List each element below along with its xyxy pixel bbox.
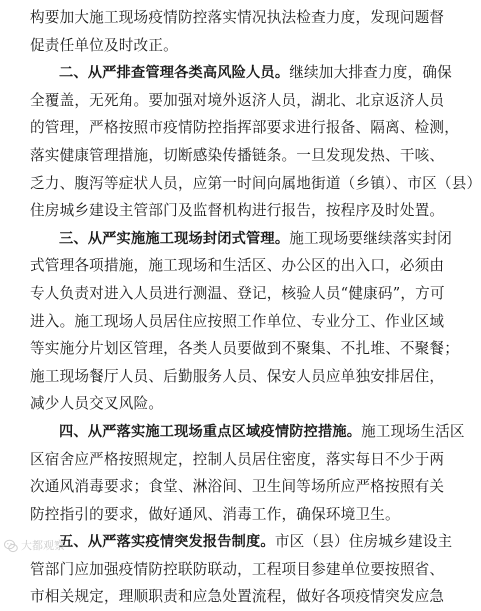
line-text: 的管理，严格按照市疫情防控指挥部要求进行报备、隔离、检测， (30, 119, 460, 137)
line-text: 专人负责对进入人员进行测温、登记，核验人员“健康码”，方可 (30, 284, 445, 302)
line-text: 式管理各项措施，施工现场和生活区、办公区的出入口，必须由 (30, 257, 445, 275)
text-line (30, 501, 440, 529)
text-line (30, 335, 460, 363)
text-line (30, 390, 440, 418)
text-line (30, 473, 445, 501)
line-text: 施工现场生活区 (361, 422, 465, 440)
line-text: 构要加大施工现场疫情防控落实情况执法检查力度，发现问题督 (30, 9, 445, 26)
text-line (30, 114, 460, 142)
line-text: 市相关规定，理顺职责和应急处置流程，做好各项疫情突发应急 (30, 588, 445, 606)
section-heading: 三、从严实施施工现场封闭式管理。 (59, 230, 290, 247)
text-line (30, 528, 453, 556)
text-line (30, 252, 445, 280)
text-line (30, 4, 445, 32)
text-line (30, 59, 452, 87)
text-line (30, 170, 481, 198)
text-line (30, 363, 445, 391)
text-line (30, 225, 452, 253)
text-line (30, 87, 445, 115)
section-heading: 四、从严落实施工现场重点区域疫情防控措施。 (59, 423, 362, 440)
line-text: 等实施分片划区管理，各类人员要做到不聚集、不扎堆、不聚餐； (30, 340, 460, 358)
line-text: 管部门应加强疫情防控联防联动，工程项目参建单位要按照省、 (30, 560, 445, 578)
line-text: 施工现场餐厅人员、后勤服务人员、保安人员应单独安排居住， (30, 367, 445, 385)
text-line (30, 197, 445, 225)
line-text: 防控指引的要求，做好通风、消毒工作，确保环境卫生。 (30, 505, 400, 523)
watermark-text: 大都观察 (21, 539, 65, 552)
line-text: 次通风消毒要求；食堂、淋浴间、卫生间等场所应严格按照有关 (30, 478, 445, 496)
line-text: 继续加大排查力度，确保 (289, 64, 452, 82)
line-text: 住房城乡建设主管部门及监督机构进行报告，按程序及时处置。 (30, 202, 445, 220)
text-line (30, 32, 440, 60)
line-text: 促责任单位及时改正。 (30, 36, 178, 54)
text-line (30, 583, 445, 611)
section-heading: 五、从严落实疫情突发报告制度。 (59, 534, 275, 551)
line-text: 区宿舍应严格按照规定，控制人员居住密度，落实每日不少于两 (30, 450, 445, 468)
text-line (30, 308, 445, 336)
text-line (30, 556, 445, 584)
text-line (30, 446, 445, 474)
line-text: 落实健康管理措施，切断感染传播链条。一旦发现发热、干咳、 (30, 146, 445, 164)
line-text: 全覆盖，无死角。要加强对境外返济人员，湖北、北京返济人员 (30, 91, 445, 109)
text-line (30, 280, 445, 308)
line-text: 乏力、腹泻等症状人员，应第一时间向属地街道（乡镇）、市区（县） (30, 174, 481, 192)
line-text: 减少人员交叉风险。 (30, 395, 164, 413)
line-text: 市区（县）住房城乡建设主 (274, 533, 453, 551)
text-line (30, 418, 465, 446)
text-line (30, 142, 445, 170)
wechat-icon (4, 539, 18, 553)
line-text: 施工现场要继续落实封闭 (289, 229, 452, 247)
section-heading: 二、从严排查管理各类高风险人员。 (59, 65, 290, 82)
line-text: 进入。施工现场人员居住应按照工作单位、专业分工、作业区域 (30, 312, 445, 330)
watermark (4, 539, 65, 553)
